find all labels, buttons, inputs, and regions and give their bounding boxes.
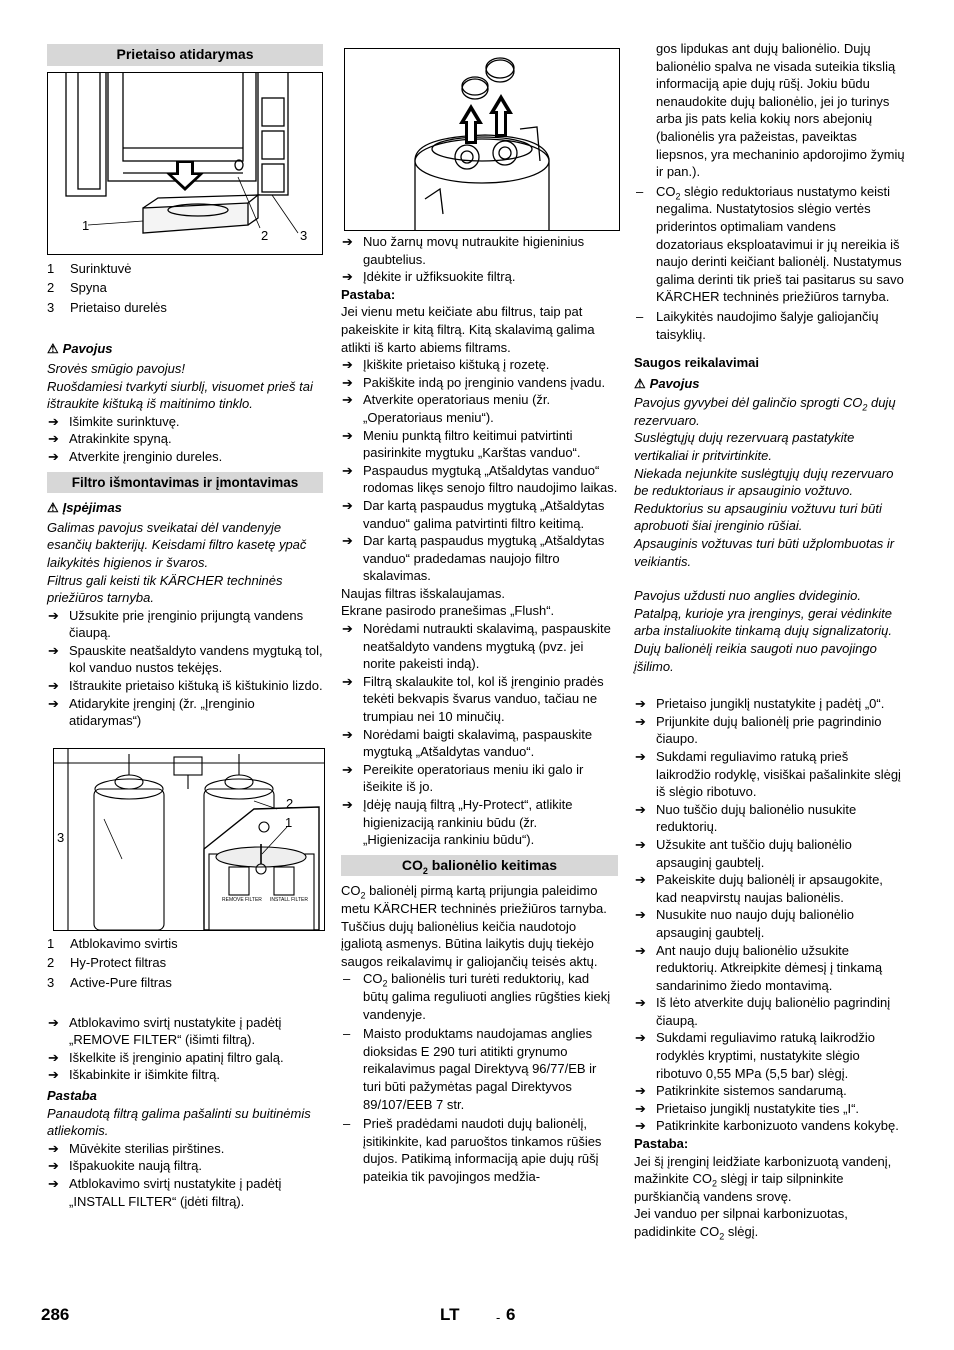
note-heading: Pastaba: [47, 1088, 97, 1103]
instruction-step: ➔ Dar kartą paspaudus mygtuką „Atšaldytas vanduo“ pradedamas naujojo filtro skalavimas.: [341, 532, 618, 585]
section-title-filter: Filtro išmontavimas ir įmontavimas: [47, 472, 323, 494]
legend-item: 1 Atblokavimo svirtis: [47, 935, 178, 951]
danger-heading: ⚠ Pavojus: [634, 375, 700, 391]
instruction-step: ➔ Paspaudus mygtuką „Atšaldytas vanduo“ rodomas likęs senojo filtro naudojimo laikas.: [341, 462, 618, 497]
dash-item: – $CO_2$ balionėlis turi turėti reduktorių, kad būtų galima reguliuoti anglies rūgšties kiekį vandenyje.: [341, 970, 618, 1023]
danger-text: Pavojus uždusti nuo anglies dvideginio.: [634, 588, 861, 604]
figure2-label-2: 2: [286, 795, 294, 811]
figure2-label-3: 3: [57, 829, 65, 845]
section-title-opening: Prietaiso atidarymas: [47, 44, 323, 66]
danger-text: Reduktorius su apsauginiu vožtuvu turi būti aprobuoti šiai įrenginio rūšiai.: [634, 500, 882, 534]
warning-text: Galimas pavojus sveikatai dėl vandenyje esančių bakterijų. Keisdami filtro kasetę ypač laikykitės higienos ir švaros.: [47, 519, 307, 570]
instruction-step: ➔ Spauskite neatšaldyto vandens mygtuką tol, kol vanduo nustos tekėjęs.: [47, 642, 323, 677]
dash-item: – Laikykitės naudojimo šalyje galiojančių taisyklių.: [634, 308, 906, 343]
instruction-step: ➔ Pakiškite indą po įrenginio vandens įvadu.: [341, 374, 618, 392]
language-code: LT: [440, 1305, 460, 1324]
instruction-step: ➔ Filtrą skalaukite tol, kol iš įrenginio pradės tekėti bekvapis švarus vanduo, tačiau ne trumpiau nei 10 minučių.: [341, 673, 618, 726]
instruction-step: ➔ Užsukite prie įrenginio prijungtą vandens čiaupą.: [47, 607, 323, 642]
instruction-step: ➔ Norėdami baigti skalavimą, paspauskite mygtuką „Atšaldytas vanduo“.: [341, 726, 618, 761]
instruction-step: ➔ Įkiškite prietaiso kištuką į rozetę.: [341, 356, 618, 374]
danger-text: Apsauginis vožtuvas turi būti užplombuotas ir veikiantis.: [634, 536, 895, 569]
instruction-step: ➔ Atblokavimo svirtį nustatykite į padėtį „INSTALL FILTER“ (įdėti filtrą).: [47, 1175, 323, 1210]
instruction-step: ➔ Atblokavimo svirtį nustatykite į padėtį „REMOVE FILTER“ (išimti filtrą).: [47, 1014, 323, 1049]
note-text: Panaudotą filtrą galima pašalinti su buitinėmis atliekomis.: [47, 1105, 311, 1139]
legend-item: 1 Surinktuvė: [47, 260, 132, 276]
figure2-label-1: 1: [285, 814, 293, 830]
instruction-step: ➔ Sukdami reguliavimo ratuką prieš laikrodžio rodyklę, visiškai pašalinkite slėgį iš slėgio ribotuvo.: [634, 748, 906, 801]
instruction-step: ➔ Įdėję naują filtrą „Hy-Protect“, atlikite higienizaciją rankiniu būdu (žr. „Higienizacija rankiniu būdu“).: [341, 796, 618, 849]
note-text: Jei vanduo per silpnai karbonizuotas, padidinkite $CO_2$ slėgį.: [634, 1206, 848, 1242]
instruction-step: ➔ Patikrinkite karbonizuoto vandens kokybę.: [634, 1117, 906, 1135]
instruction-step: ➔ Ant naujo dujų balionėlio užsukite reduktorių. Atkreipkite dėmesį į tinkamą sandarinimo žiedo montavimą.: [634, 942, 906, 995]
figure-filter-caps-drawing: [345, 49, 619, 230]
body-text: gos lipdukas ant dujų balionėlio. Dujų balionėlio spalva ne visada suteikia tikslią informaciją apie dujų rūšį. Jokiu būdu nenaudokite dujų balionėlio, jei jo turinys arba jis pats kelia kokių nors abejonių (balionėlis yra pažeistas, paveiktas liepsnos, yra mechaninio apdorojimo žymių ir pan.).: [656, 41, 905, 180]
column-right: [634, 40, 906, 1241]
instruction-step: ➔ Iškabinkite ir išimkite filtrą.: [47, 1066, 323, 1084]
instruction-step: ➔ Pereikite operatoriaus meniu iki galo ir išeikite iš jo.: [341, 761, 618, 796]
instruction-step: ➔ Ištraukite prietaiso kištuką iš kištukinio lizdo.: [47, 677, 323, 695]
instruction-step: ➔ Išimkite surinktuvę.: [47, 413, 323, 431]
instruction-step: ➔ Nuo tuščio dujų balionėlio nusukite reduktorių.: [634, 801, 906, 836]
danger-text: Suslėgtųjų dujų rezervuarą pastatykite vertikaliai ir pritvirtinkite.: [634, 430, 855, 464]
instruction-step: ➔ Prietaiso jungiklį nustatykite ties „I“.: [634, 1100, 906, 1118]
dash-item: – $CO_2$ slėgio reduktoriaus nustatymo keisti negalima. Nustatytosios slėgio vertės priderintos optimaliam vandens dozatoriaus eksploatavimui ir jų nereikia iš naujo derinti keičiant balionėlį. Nustatymus galima derinti tik prieš tai pasitarus su savo KÄRCHER techninės priežiūros tarnyba.: [634, 183, 906, 306]
body-text: $CO_2$ balionėlį pirmą kartą prijungia paleidimo metu KÄRCHER techninės priežiūros tarnyba. Tuščius dujų balionėlius keičia naudotojo įgaliotą asmenys. Būtina laikytis dujų tiekėjo saugos reikalavimų ir galiojančių teisės aktų.: [341, 883, 607, 969]
instruction-step: ➔ Nuo žarnų movų nutraukite higieninius gaubtelius.: [341, 233, 618, 268]
instruction-step: ➔ Išpakuokite naują filtrą.: [47, 1157, 323, 1175]
figure1-label-1: 1: [82, 217, 90, 233]
figure-filters: [53, 748, 325, 931]
dash-item: – Maisto produktams naudojamas anglies dioksidas E 290 turi atitikti grynumo reikalavimus pagal Direktyvą 96/77/EB ir turi būti pažymėtas pagal Direktyvos 89/107/EEB 7 str.: [341, 1025, 618, 1113]
warning-triangle-icon: ⚠: [47, 500, 59, 516]
figure1-label-2: 2: [261, 227, 269, 243]
danger-text: Dujų balionėlį reikia saugoti nuo pavojingo įšilimo.: [634, 641, 877, 674]
instruction-step: ➔ Atidarykite įrenginį (žr. „Įrenginio atidarymas“): [47, 695, 323, 730]
section-title-co2: $CO_2$ balionėlio keitimas: [341, 855, 618, 877]
note-text: Jei vienu metu keičiate abu filtrus, taip pat pakeiskite ir kitą filtrą. Kitą skalavimą galima atlikti iš karto abiems filtrams.: [341, 304, 595, 355]
note-text: Jei šį įrenginį leidžiate karbonizuotą vandenį, mažinkite $CO_2$ slėgį ir taip silpninkite purškiančią vandens srovę.: [634, 1153, 892, 1204]
page-number: 286: [41, 1305, 70, 1324]
instruction-step: ➔ Meniu punktą filtro keitimui patvirtinti pasirinkite mygtuku „Karštas vanduo“.: [341, 427, 618, 462]
danger-text: Pavojus gyvybei dėl galinčio sprogti $CO_2$ dujų rezervuaro.: [634, 395, 896, 428]
instruction-step: ➔ Patikrinkite sistemos sandarumą.: [634, 1082, 906, 1100]
warning-text: Filtrus gali keisti tik KÄRCHER techninės priežiūros tarnyba.: [47, 572, 283, 606]
note-heading: Pastaba:: [341, 286, 396, 302]
instruction-step: ➔ Norėdami nutraukti skalavimą, paspauskite neatšaldyto vandens mygtuką (pvz. jei norite pakeisti indą).: [341, 620, 618, 673]
instruction-step: ➔ Mūvėkite sterilias pirštines.: [47, 1140, 323, 1158]
instruction-step: ➔ Pakeiskite dujų balionėlį ir apsaugokite, kad neapvirstų naujas balionėlis.: [634, 871, 906, 906]
instruction-step: ➔ Prietaiso jungiklį nustatykite į padėtį „0“.: [634, 695, 906, 713]
instruction-step: ➔ Dar kartą paspaudus mygtuką „Atšaldytas vanduo“ galima patvirtinti filtro keitimą.: [341, 497, 618, 532]
note-heading: Pastaba:: [634, 1136, 689, 1152]
danger-text: Srovės smūgio pavojus!: [47, 360, 186, 376]
section-subtitle-safety: Saugos reikalavimai: [634, 355, 760, 371]
warning-triangle-icon: ⚠: [634, 375, 646, 391]
dash-item: – Prieš pradėdami naudoti dujų balionėlį, įsitikinkite, kad paruoštos tinkamos rūšies dujos. Patikimą informaciją apie dujų rūšį pateikia tik pavojingos medžia-: [341, 1115, 618, 1185]
danger-text: Niekada nejunkite suslėgtųjų dujų rezervuaro be reduktoriaus ir apsauginio vožtuvo.: [634, 465, 894, 499]
legend-item: 3 Prietaiso durelės: [47, 299, 167, 315]
instruction-step: ➔ Atverkite įrenginio dureles.: [47, 448, 323, 466]
figure-device-opening-drawing: [48, 73, 323, 254]
figure2-panel-remove: REMOVE FILTER: [222, 896, 262, 903]
legend-item: 2 Spyna: [47, 280, 107, 296]
danger-text: Ruošdamiesi tvarkyti siurblį, visuomet prieš tai ištraukite kištuką iš maitinimo tinklo.: [47, 378, 313, 412]
section-page-number: 6: [506, 1305, 516, 1324]
danger-heading: ⚠ Pavojus: [47, 341, 113, 357]
instruction-step: ➔ Iš lėto atverkite dujų balionėlio pagrindinį čiaupą.: [634, 994, 906, 1029]
instruction-step: ➔ Atverkite operatoriaus meniu (žr. „Operatoriaus meniu“).: [341, 391, 618, 426]
warning-triangle-icon: ⚠: [47, 341, 59, 357]
body-text: Ekrane pasirodo pranešimas „Flush“.: [341, 603, 555, 619]
instruction-step: ➔ Įdėkite ir užfiksuokite filtrą.: [341, 268, 618, 286]
instruction-step: ➔ Sukdami reguliavimo ratuką laikrodžio rodyklės kryptimi, nustatykite slėgio ribotuvo 0,55 MPa (5,5 bar) slėgį.: [634, 1029, 906, 1082]
figure1-label-3: 3: [300, 227, 308, 243]
instruction-step: ➔ Atrakinkite spyną.: [47, 430, 323, 448]
figure-device-opening: [47, 72, 323, 255]
column-middle: [341, 48, 618, 1185]
legend-item: 3 Active-Pure filtras: [47, 975, 172, 991]
body-text: Naujas filtras išskalaujamas.: [341, 585, 506, 601]
figure2-panel-install: INSTALL FILTER: [270, 896, 308, 903]
instruction-step: ➔ Užsukite ant tuščio dujų balionėlio apsauginį gaubtelį.: [634, 836, 906, 871]
legend-item: 2 Hy-Protect filtras: [47, 955, 167, 971]
danger-text: Patalpą, kurioje yra įrenginys, gerai vėdinkite arba instaliuokite tinkamą dujų signalizatorių.: [634, 605, 892, 639]
instruction-step: ➔ Iškelkite iš įrenginio apatinį filtro galą.: [47, 1049, 323, 1067]
instruction-step: ➔ Prijunkite dujų balionėlį prie pagrindinio čiaupo.: [634, 713, 906, 748]
instruction-step: ➔ Nusukite nuo naujo dujų balionėlio apsauginį gaubtelį.: [634, 906, 906, 941]
figure-filter-caps: [344, 48, 620, 231]
figure-filters-drawing: [54, 749, 324, 930]
column-left: [47, 44, 323, 1210]
warning-heading: ⚠ Įspėjimas: [47, 500, 122, 516]
footer-separator: -: [496, 1310, 501, 1325]
